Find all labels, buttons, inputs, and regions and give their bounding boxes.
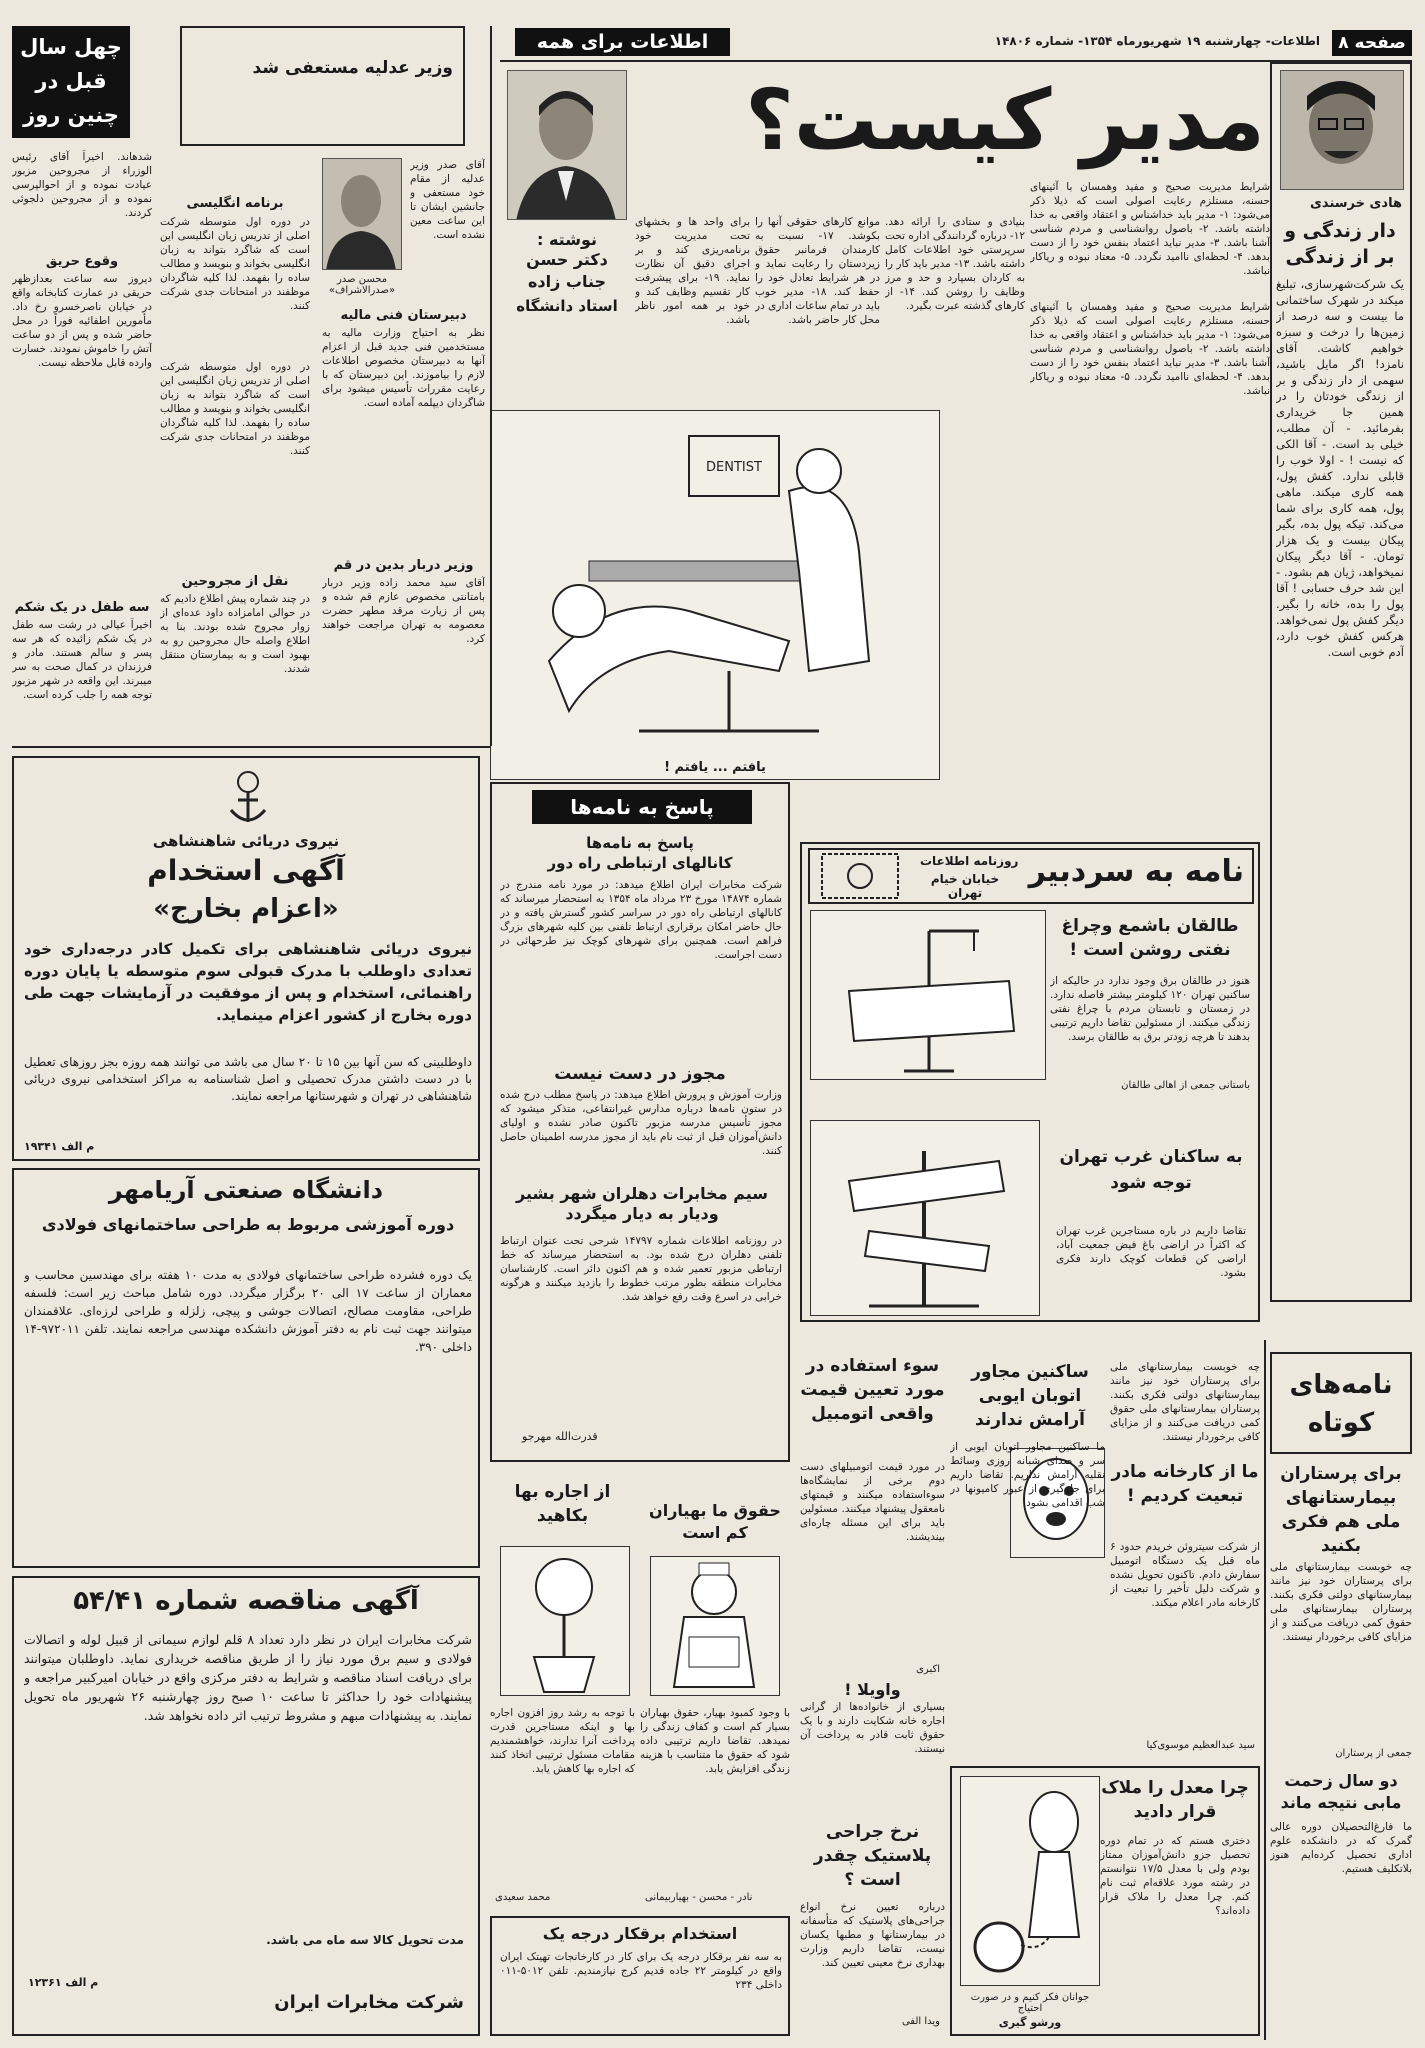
feature-col-4: برای واحد ها و بخشهای تحت مدیریت خود برنامه‌ریزی کند و بر اجرای دقیق آن نظارت نماید. ۱۹- برای پیشرفت کار تقسیم وظایف کند و خود بر همه امور ناظر باشد. bbox=[635, 216, 750, 326]
sadr-photo bbox=[322, 158, 402, 270]
replies-section bbox=[490, 782, 790, 1462]
forty-headline: وزیر عدلیه مستعفی شد bbox=[252, 58, 453, 78]
editor-h1: طالقان باشمع وچراغ نفتی روشن است ! bbox=[1061, 916, 1239, 960]
sl-body9: با توجه به رشد روز افزون اجاره بها و اینکه مستاجرین قدرت پرداخت آنرا ندارند، خواهشمندیم مقامات مسئول ترتیبی اتخاذ کنند که اجاره بها کاهش یابد. bbox=[490, 1707, 635, 1775]
flower-pot-drawing bbox=[500, 1547, 629, 1696]
khorsandi-portrait bbox=[1280, 71, 1403, 190]
feature-col-5: شرایط مدیریت صحیح و مفید وهمسان با آئینهای حسنه، مستلزم رعایت اصولی است که ذیلا ذکر می‌شود: ۱- مدیر باید خداشناس و اعتقاد واقعی به خدا داشته باشد. ۲- باصول روانشناسی و مردم شناسی آشنا باشد. ۳- مدیر نباید اعتماد بنفس خود را از دست بدهد. ۴- لحظه‌ای ناامید نگردد. ۵- معتاد نبوده و ریاکار نباشد. bbox=[1030, 301, 1270, 397]
tender-org: شرکت مخابرات ایران bbox=[274, 1992, 464, 2013]
forty-headline-box bbox=[180, 26, 465, 146]
navy-org: نیروی دریائی شاهنشاهی bbox=[152, 832, 340, 850]
khorsandi-body: یک شرکت‌شهرسازی، تبلیغ میکند در شهرک ساختمانی ما بیست و سه درصد از زمین‌ها را درخت و سبزه خواهیم کاشت. آقای نامزد! اگر مایل باشید، سهمی از دار زندگی و بر از زندگی خودتان را در همین جا خریداری بفرمائید. - آن مطلب، خیلی بد است. - آقا الکی که نیست ! - اولا خوب را قابلی ندارد. کفش پول، همه کاری میکند. ماهی پول، همه کاری برای شما می‌کند. تیکه پول بده، بگیر پیکان بیست و یک هزار تومان. - آقا دیگر پیکان نمیخواهد، ژیان هم بشود. - این شد حرف حسابی ! آقا پول را بده، خانه را بگیر. دیگر کفش پول نمی‌خواهد. هرکس کفش خوب دارد، آدم خوبی است. bbox=[1276, 277, 1404, 659]
author-title: استاد دانشگاه bbox=[516, 297, 618, 315]
navy-ad bbox=[12, 756, 480, 1161]
sl-body4: ما ساکنین مجاور اتوبان ایوبی از سر و صدای شبانه روزی وسائط نقلیه آرامش نداریم. تقاضا داریم برای جلوگیری از عبور کامیونها در شب اقدامی بشود. bbox=[950, 1441, 1105, 1509]
editor-body2: تقاضا داریم در باره مستاجرین غرب تهران که اکثراً در اراضی باغ فیض جمعیت آباد، اراضی کن قطعات کوچک دارند فکری بشود. bbox=[1056, 1225, 1246, 1279]
sl-body8: با وجود کمبود بهیار، حقوق بهیاران بسیار کم است و کفاف زندگی را نمیدهد. تقاضا داریم ترتیبی داده شود که حقوق ما متناسب با هزینه زندگی افزایش یابد. bbox=[640, 1707, 790, 1775]
editor-letter-section bbox=[800, 842, 1260, 1322]
editor-sig1: باستانی جمعی از اهالی طالقان bbox=[1121, 1080, 1250, 1091]
sl-body10: دختری هستم که در تمام دوره تحصیل جزو دانش‌آموزان ممتاز بودم ولی با معدل ۱۷/۵ نتوانستم در رشته مورد علاقه‌ام ثبت نام کنم. چرا معدل را ملاک قرار داده‌اند؟ bbox=[1100, 1835, 1250, 1917]
portrait-illustration bbox=[507, 71, 626, 220]
minister-title: وزیر دربار بدین در قم bbox=[333, 558, 474, 573]
stamp-icon bbox=[820, 852, 900, 900]
job-ad-body: به سه نفر برقکار درجه یک برای کار در کارخانجات تهیتک ایران واقع در کیلومتر ۲۲ جاده قدیم کرج نیازمندیم. تلفن ۵۰۱۲-۰۱۱ داخلی ۲۳۴ bbox=[500, 1951, 782, 1991]
sl-h4: ساکنین مجاور اتوبان ایوبی آرامش ندارند bbox=[971, 1362, 1089, 1430]
short-letters-badge-box bbox=[1270, 1352, 1412, 1454]
sl-h3: ما از کارخانه مادر تبعیت کردیم ! bbox=[1111, 1462, 1259, 1506]
replies-body3: در روزنامه اطلاعات شماره ۱۴۷۹۷ شرحی تحت عنوان ارتباط تلفنی دهلران درج شده بود. به استحضار میرساند که خط ارتباطی مزبور تعمیر شده و هم اکنون دائر است. کارشناسان مخابرات منطقه بطور مرتب خطوط را بازدید میکنند و هرگونه خرابی در اسرع وقت رفع خواهد شد. bbox=[500, 1235, 782, 1303]
sl-body2: ما فارغ‌التحصیلان دوره عالی گمرک که در دانشکده علوم اداری تحصیل کرده‌ایم هنوز بلاتکلیف هستیم. bbox=[1270, 1821, 1412, 1875]
sadr-caption: محسن صدر «صدرالاشراف» bbox=[328, 274, 396, 296]
ball-chain-cartoon bbox=[960, 1776, 1100, 1986]
feature-col-3: موانع کارهای حقوقی آنها را بکوشد. ۱۷- نسبت به کارمندان فرمانبر حقوق زیردستان را رعایت نماید و در هر شرایط تعادل خود را حفظ کند. ۱۸- مدیر خوب باید در تمام ساعات اداری در محل کار حاضر باشد. bbox=[755, 216, 880, 326]
author-block bbox=[507, 230, 627, 315]
sl-sig5: اکبری bbox=[916, 1664, 940, 1675]
navy-ad-body: داوطلبینی که سن آنها بین ۱۵ تا ۲۰ سال می باشد می توانند همه روزه بجز روزهای تعطیل با در دست داشتن مدرک تحصیلی و اصل شناسنامه به مراکز استخدامی نیروی دریائی شاهنشاهی در تهران و شهرستانها مراجعه نمایند. bbox=[24, 1055, 472, 1103]
sadr-portrait bbox=[322, 159, 401, 270]
job-ad bbox=[490, 1916, 790, 2036]
editor-badge: نامه به سردبیر bbox=[1028, 854, 1244, 889]
khorsandi-author: هادی خرسندی bbox=[1310, 196, 1402, 211]
sl-body6: بسیاری از خانواده‌ها از گرانی اجاره خانه شکایت دارند و با یک حقوق ثابت قادر به پرداخت آن نیستند. bbox=[800, 1701, 945, 1755]
editor-address: خیابان خیام تهران bbox=[930, 872, 1000, 900]
dentist-cartoon bbox=[490, 410, 940, 780]
navy-ad-lead: نیروی دریائی شاهنشاهی برای تکمیل کادر درجه‌داری خود تعدادی داوطلب با مدرک قبولی سوم متوسطه یا پایان دوره راهنمائی، استخدام و پس از موفقیت در آزمایشات جهت طی دوره بخارج از کشور اعزام مینماید. bbox=[24, 940, 472, 1024]
section-badge: اطلاعات برای همه bbox=[515, 28, 730, 56]
sl-h5: سوء استفاده در مورد تعیین قیمت واقعی اتومبیل bbox=[800, 1356, 945, 1424]
author-name: دکتر حسن جناب زاده bbox=[526, 250, 608, 291]
finance-title: دبیرستان فنی مالیه bbox=[340, 308, 467, 323]
khorsandi-column bbox=[1270, 62, 1412, 1302]
sl-body7: درباره تعیین نرخ انواع جراحی‌های پلاستیک که متأسفانه در بیمارستانها و مطبها یکسان نیست، تقاضا داریم وزارت بهداری نرخ معینی تعیین کند. bbox=[800, 1901, 945, 1969]
sl-sig3: سید عبدالعظیم موسوی‌کیا bbox=[1146, 1740, 1255, 1751]
svg-text:DENTIST: DENTIST bbox=[706, 460, 762, 475]
sl-sig10: ورشو گیری bbox=[998, 2016, 1062, 2029]
sl-body1: چه خوبست بیمارستانهای ملی برای پرستاران خود نیز مانند بیمارستانهای دولتی فکری بکنند. پرستاران بیمارستانهای ملی حقوق کمی دریافت می‌کنند و از مزایای کافی برخوردار نیستند. bbox=[1270, 1561, 1412, 1643]
feature-col-1: شرایط مدیریت صحیح و مفید وهمسان با آئینهای حسنه، مستلزم رعایت اصولی است که ذیلا ذکر می‌شود: ۱- مدیر باید خداشناس و اعتقاد واقعی به خدا داشته باشد. ۲- باصول روانشناسی و مردم شناسی آشنا باشد. ۳- مدیر نباید اعتماد بنفس خود را از دست بدهد. ۴- لحظه‌ای ناامید نگردد. ۵- معتاد نبوده و ریاکار نباشد. bbox=[1030, 181, 1270, 277]
replies-signature: قدرت‌الله مهرجو bbox=[522, 1430, 598, 1443]
navy-ad-title: آگهی استخدام bbox=[147, 854, 345, 887]
sl-sig1: جمعی از پرستاران bbox=[1335, 1748, 1412, 1759]
replies-h1: پاسخ به نامه‌ها bbox=[586, 834, 694, 852]
editor-body1: هنوز در طالقان برق وجود ندارد در حالیکه از ساکنین تهران ۱۲۰ کیلومتر بیشتر فاصله ندارد. در زمستان و تابستان مردم با چراغ نفتی زندگی میکنند. از مسئولین تقاضا داریم ترتیبی بدهند تا هرچه زودتر برق به طالقان برسد. bbox=[1050, 975, 1250, 1043]
forty-intro: آقای صدر وزیر عدلیه از مقام خود مستعفی و جانشین ایشان تا این ساعت معین نشده است. bbox=[410, 159, 485, 241]
minister-body: آقای سید محمد زاده وزیر دربار بامتانتی مخصوص عازم قم شده و پس از زیارت مرقد مطهر حضرت معصومه به تهران مراجعت خواهند کرد. bbox=[322, 577, 485, 645]
navy-emblem-icon bbox=[223, 768, 273, 828]
author-photo bbox=[507, 70, 627, 220]
nurse-cartoon bbox=[650, 1556, 780, 1696]
tender-ad bbox=[12, 1576, 480, 2036]
short-letters-badge: نامه‌های کوتاه bbox=[1289, 1370, 1393, 1438]
replies-h2: مجوز در دست نیست bbox=[554, 1064, 726, 1084]
job-ad-title: استخدام برقکار درجه یک bbox=[542, 1924, 738, 1943]
author-label: نوشته : bbox=[537, 230, 597, 249]
fire-title: وقوع حریق bbox=[45, 254, 119, 269]
tender-title: آگهی مناقصه شماره ۵۴/۴۱ bbox=[73, 1586, 419, 1616]
tender-note: مدت تحویل کالا سه ماه می باشد. bbox=[266, 1933, 464, 1947]
crossroads-cartoon bbox=[810, 1120, 1040, 1316]
replies-h1b: کانالهای ارتباطی راه دور bbox=[547, 854, 733, 872]
replies-badge: پاسخ به نامه‌ها bbox=[532, 790, 752, 824]
editor-badge-box bbox=[808, 848, 1254, 904]
aryamehr-body: یک دوره فشرده طراحی ساختمانهای فولادی به مدت ۱۰ هفته برای مهندسین محاسب و معماران از ساعت ۱۷ الی ۲۰ برگزار میگردد. دوره شامل مباحث زیر است: فلسفه طراحی، مقاومت مصالح، اتصالات جوشی و پیچی، زلزله و طراحی لرزه‌ای. علاقمندان میتوانند جهت ثبت نام به دفتر آموزش دانشکده مهندسی مراجعه نمایند. تلفن ۹۷۲۰۱۱-۱۴ داخلی ۳۹۰. bbox=[24, 1268, 472, 1354]
editor-h2: به ساکنان غرب تهران توجه شود bbox=[1059, 1147, 1243, 1193]
forty-left-body: شدهاند. اخیراً آقای رئیس الوزراء از مجروحین مزبور عیادت نموده و از احوالپرسی نموده و از مجروحین دلجوئی کردند. bbox=[12, 151, 152, 219]
aryamehr-lead: دوره آموزشی مربوط به طراحی ساختمانهای فولادی bbox=[41, 1215, 455, 1234]
sl-h7: نرخ جراحی پلاستیک چقدر است ؟ bbox=[813, 1822, 932, 1890]
feature-col-2: بنیادی و ستادی را ارائه دهد. ۱۲- درباره گردانندگی اداره تحت سرپرستی خود اطلاعات کامل داشته باشد. ۱۳- مدیر باید کار را به کاردان بسپارد و حد و مرز وظایف را روشن کند. ۱۴- از کارهای گذشته عبرت بگیرد. bbox=[885, 216, 1025, 312]
sl-h6: واویلا ! bbox=[844, 1680, 901, 1699]
tender-body: شرکت مخابرات ایران در نظر دارد تعداد ۸ قلم لوازم سیمانی از قبیل لوله و اتصالات فولادی و سیم برق مورد نیاز را از طریق مناقصه خریداری نماید. داوطلبان میتوانند برای دریافت اسناد مناقصه و شرایط به دفتر مرکزی واقع در خیابان امیرکبیر مراجعه و پیشنهادات خود را حداکثر تا ساعت ۱۰ صبح روز چهارشنبه ۲۶ شهریور ماه تحویل نمایند. به پیشنهادات مبهم و مشروط ترتیب اثر داده نخواهد شد. bbox=[24, 1632, 472, 1723]
transfer-title: نقل از مجروحین bbox=[181, 574, 289, 589]
sl-h1: برای پرستاران بیمارستانهای ملی هم فکری بکنید bbox=[1280, 1464, 1402, 1556]
replies-h3: سیم مخابرات دهلران شهر بشیر ودیار به دیار میگردد bbox=[515, 1184, 768, 1223]
nurse-drawing bbox=[650, 1557, 779, 1696]
rent-cartoon bbox=[500, 1546, 630, 1696]
khorsandi-photo bbox=[1280, 70, 1404, 190]
sl-sig7: ویدا الفی bbox=[901, 2016, 940, 2027]
sl-h8: حقوق ما بهیاران کم است bbox=[649, 1501, 781, 1542]
replies-body1: شرکت مخابرات ایران اطلاع میدهد: در مورد نامه مندرج در شماره ۱۴۸۷۴ مورخ ۲۳ مرداد ماه ۱۳۵۴ به استحضار میرساند که کانالهای ارتباطی راه دور در سراسر کشور گسترش یافته و در حال حاضر امکان برقراری ارتباط تلفنی بین کلیه شهرهای بزرگ فراهم است. همچنین برای شهرهای کوچک نیز طرحهائی در دست اجراست. bbox=[500, 879, 782, 961]
taleghan-cartoon bbox=[810, 910, 1046, 1080]
cartoon-caption: یافتم ... یافتم ! bbox=[664, 760, 766, 775]
khorsandi-title: دار زندگی و بر از زندگی bbox=[1284, 220, 1396, 268]
sl-h9: از اجاره بها بکاهید bbox=[514, 1482, 611, 1526]
sl-body5: در مورد قیمت اتومبیلهای دست دوم برخی از نمایشگاه‌ها سوءاستفاده میکنند و قیمتهای نامعقول پیشنهاد میکنند. مسئولین باید برای این مسئله چاره‌ای بیندیشند. bbox=[800, 1461, 945, 1543]
ball-chain-drawing bbox=[960, 1777, 1099, 1986]
navy-ad-subtitle: «اعزام بخارج» bbox=[153, 894, 339, 924]
sl-sig9: محمد سعیدی bbox=[495, 1892, 551, 1903]
quake-title: سه طفل در یک شکم bbox=[14, 600, 150, 615]
aryamehr-title: دانشگاه صنعتی آریامهر bbox=[108, 1176, 384, 1204]
sl-h10: چرا معدل را ملاک قرار دادید bbox=[1101, 1778, 1249, 1822]
quake-body: اخیراً عیالی در رشت سه طفل در یک شکم زائیده که هر سه پسر و سالم هستند. مادر و فرزندان در کمال صحت به سر میبرند. این واقعه در شهر مزبور توجه همه را جلب کرده است. bbox=[12, 619, 152, 701]
gallows-sign-drawing bbox=[810, 911, 1045, 1080]
english-body-cont: در دوره اول متوسطه‌ شرکت اصلی از تدریس زبان انگلیسی این است که شاگرد بتواند به زبان انگلیسی بخواند و بنویسد و مطالب ساده را بفهمد. لذا کلیه شاگردان موظفند در امتحانات جدی شرکت کنند. bbox=[160, 361, 310, 457]
signpost-drawing bbox=[810, 1121, 1039, 1316]
transfer-body: در چند شماره پیش اطلاع دادیم که در حوالی امامزاده داود عده‌ای از زوار مجروح شده بودند. بنا به اطلاع واصله حال مجروحین رو به بهبود است و به بیمارستان منتقل شدند. bbox=[160, 593, 310, 675]
page-number-badge: صفحه ۸ bbox=[1332, 30, 1412, 56]
issue-line: اطلاعات- چهارشنبه ۱۹ شهریورماه ۱۳۵۴- شماره ۱۴۸۰۶ bbox=[994, 34, 1320, 48]
average-letter bbox=[950, 1766, 1260, 2036]
average-cartoon-caption: جوانان فکر کنیم و در صورت احتیاج bbox=[970, 1992, 1090, 2014]
sl-body3: از شرکت سیتروئن خریدم حدود ۶ ماه قبل یک دستگاه اتومبیل سفارش دادم. تاکنون تحویل نشده و شرکت دلیل تأخیر را تبعیت از کارخانه مادر اعلام میکند. bbox=[1110, 1541, 1260, 1609]
english-title: برنامه انگلیسی bbox=[186, 196, 284, 211]
replies-body2: وزارت آموزش و پرورش اطلاع میدهد: در پاسخ مطلب درج شده در ستون نامه‌ها درباره مدارس غیرانتفاعی، متذکر میشود که مجوز تأسیس مدرسه مزبور تاکنون صادر نشده و اولیای دانش‌آموزان قبل از ثبت نام باید از مجوز مدرسه اطمینان حاصل کنند. bbox=[500, 1089, 782, 1157]
tender-code: م الف ۱۲۳۶۱ bbox=[28, 1976, 99, 1989]
english-body: در دوره اول متوسطه‌ شرکت اصلی از تدریس زبان انگلیسی این است که شاگرد بتواند به زبان انگلیسی بخواند و بنویسد و مطالب ساده را بفهمد. لذا کلیه شاگردان موظفند در امتحانات جدی شرکت کنند. bbox=[160, 216, 310, 312]
finance-body: نظر به احتیاج وزارت مالیه به مستخدمین فنی جدید قبل از اعزام آنها به دبیرستان مخصوص اطلاعات لازم را بیاموزند. این دبیرستان که با رعایت مقررات تأسیس میشود برای شاگردان دیپلمه آماده است. bbox=[322, 327, 485, 409]
dentist-cartoon-drawing bbox=[490, 411, 939, 761]
forty-years-badge: چهل سال قبل در چنین روز bbox=[12, 26, 130, 138]
editor-paper: روزنامه اطلاعات bbox=[920, 854, 1019, 868]
sl-h2: دو سال زحمت مابی نتیجه ماند bbox=[1280, 1771, 1402, 1812]
sl-sig8: نادر - محسن - بهیاربیمانی bbox=[645, 1892, 753, 1903]
feature-title: مدیر کیست؟ bbox=[745, 71, 1265, 169]
sl-body-misc: چه خوبست بیمارستانهای ملی برای پرستاران خود نیز مانند بیمارستانهای دولتی فکری بکنند. پرستاران بیمارستانهای ملی حقوق کمی دریافت می‌کنند و از مزایای کافی برخوردار نیستند. bbox=[1110, 1361, 1260, 1443]
fire-body: دیروز سه ساعت بعدازظهر حریقی در عمارت کتابخانه واقع در خیابان ناصرخسرو رخ داد. مأمورین اطفائیه فوراً در محل حاضر شده و پس از دو ساعت آتش را خاموش نمودند. خسارت وارده قابل ملاحظه نیست. bbox=[12, 273, 152, 369]
navy-ad-code: م الف ۱۹۳۴۱ bbox=[24, 1140, 95, 1153]
aryamehr-ad bbox=[12, 1168, 480, 1568]
page-header bbox=[740, 30, 1412, 60]
